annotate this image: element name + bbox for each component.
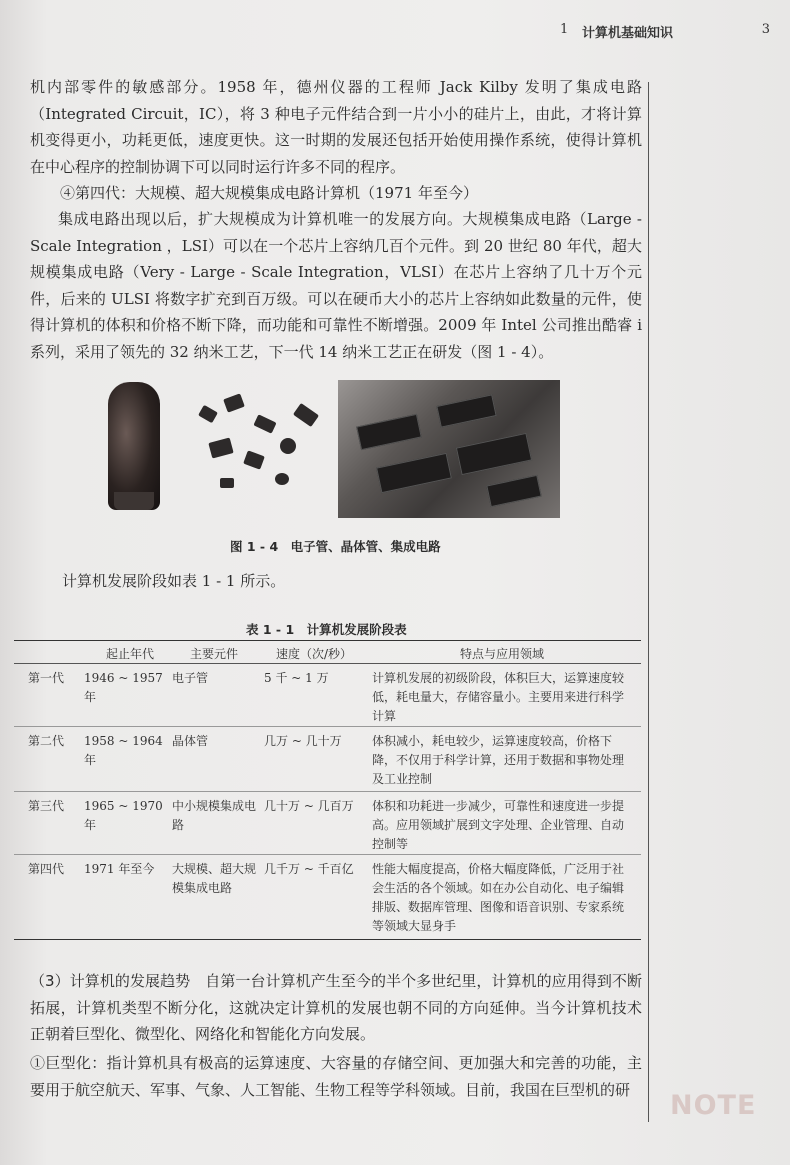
- cell-speed: 几十万 ~ 几百万: [264, 799, 354, 813]
- transistor-image: [198, 405, 218, 423]
- transistor-image: [208, 437, 233, 458]
- table-row: [14, 727, 641, 792]
- running-header: [560, 22, 770, 42]
- figure-1-4-photos: [100, 378, 565, 523]
- cell-generation: 第二代: [28, 734, 65, 748]
- header-years: 起止年代: [106, 647, 155, 661]
- transistor-image: [243, 450, 265, 469]
- cell-component: 大规模、超大规模集成电路: [172, 862, 257, 895]
- header-features: 特点与应用领域: [460, 647, 545, 661]
- paragraph-supercomputing: ①巨型化：指计算机具有极高的运算速度、大容量的存储空间、更加强大和完善的功能，主要用于航空航天、军事、气象、人工智能、生物工程等学科领域。目前，我国在巨型机的研: [30, 1054, 642, 1099]
- cell-component: 电子管: [172, 671, 209, 685]
- margin-rule: [648, 82, 649, 1122]
- transistor-image: [220, 478, 234, 488]
- cell-component: 中小规模集成电路: [172, 799, 257, 832]
- table-caption: 表 1 - 1 计算机发展阶段表: [246, 622, 407, 637]
- chapter-number: 1: [560, 22, 569, 37]
- cell-generation: 第三代: [28, 799, 65, 813]
- cell-years: 1958 ~ 1964 年: [84, 734, 163, 767]
- cell-features: 体积和功耗进一步减少，可靠性和速度进一步提高。应用领域扩展到文字处理、企业管理、自动控制等: [372, 799, 625, 851]
- trends-heading: （3）计算机的发展趋势: [30, 972, 191, 990]
- cell-speed: 5 千 ~ 1 万: [264, 671, 329, 685]
- cell-years: 1965 ~ 1970 年: [84, 799, 163, 832]
- cell-years: 1946 ~ 1957 年: [84, 671, 163, 704]
- integrated-circuit-image: [338, 380, 560, 518]
- header-component: 主要元件: [190, 647, 239, 661]
- transistor-image: [253, 414, 276, 433]
- cell-features: 性能大幅度提高，价格大幅度降低，广泛用于社会生活的各个领域。如在办公自动化、电子编辑排版、数据库管理、图像和语音识别、专家系统等领域大显身手: [372, 862, 625, 933]
- header-speed: 速度（次/秒）: [276, 647, 353, 661]
- transistor-image: [223, 393, 245, 412]
- cell-component: 晶体管: [172, 734, 209, 748]
- generations-table: [14, 640, 641, 940]
- section-heading-fourth-gen: ④第四代：大规模、超大规模集成电路计算机（1971 年至今）: [60, 184, 478, 202]
- transistor-image: [280, 438, 296, 454]
- trends-body: 自第一台计算机产生至今的半个多世纪里，计算机的应用得到不断拓展，计算机类型不断分化，这就决定计算机的发展也朝不同的方向延伸。当今计算机技术正朝着巨型化、微型化、网络化和智能化方向发展。: [30, 972, 642, 1043]
- note-margin-mark: NOTE: [670, 1090, 757, 1121]
- paragraph-third-gen-end: 机内部零件的敏感部分。1958 年，德州仪器的工程师 Jack Kilby 发明了集成电路（Integrated Circuit，IC），将 3 种电子元件结合到一片小小的硅片上，由此，才将计算机变得更小，功耗更低，速度更快。这一时期的发展还包括开始使用操作系统，使得计算机在中心程序的控制协调下可以同时运行许多不同的程序。: [30, 78, 642, 176]
- table-header-row: [14, 641, 641, 664]
- figure-caption: 图 1 - 4 电子管、晶体管、集成电路: [230, 539, 441, 554]
- table-row: [14, 664, 641, 727]
- cell-speed: 几千万 ~ 千百亿: [264, 862, 354, 876]
- cell-generation: 第一代: [28, 671, 65, 685]
- cell-speed: 几万 ~ 几十万: [264, 734, 342, 748]
- table-row: [14, 792, 641, 855]
- cell-features: 计算机发展的初级阶段，体积巨大，运算速度较低，耗电量大，存储容量小。主要用来进行科学计算: [372, 671, 625, 723]
- cell-years: 1971 年至今: [84, 862, 155, 876]
- page-number: 3: [761, 22, 770, 37]
- table-reference: 计算机发展阶段如表 1 - 1 所示。: [62, 572, 286, 590]
- paragraph-trends: [30, 968, 642, 1048]
- transistor-image: [275, 473, 289, 485]
- chapter-title: 计算机基础知识: [582, 26, 674, 41]
- transistor-image: [293, 403, 319, 427]
- table-row: [14, 855, 641, 939]
- cell-features: 体积减小，耗电较少，运算速度较高，价格下降，不仅用于科学计算，还用于数据和事物处理及工业控制: [372, 734, 625, 786]
- cell-generation: 第四代: [28, 862, 65, 876]
- paragraph-fourth-gen: 集成电路出现以后，扩大规模成为计算机唯一的发展方向。大规模集成电路（Large - Scale Integration ，LSI）可以在一个芯片上容纳几百个元件。到 20 世纪 80 年代，超大规模集成电路（Very - Large - Scale Integration，VLSI）在芯片上容纳了几十万个元件，后来的 ULSI 将数字扩充到百万级。可以在硬币大小的芯片上容纳如此数量的元件，使得计算机的体积和价格不断下降，而功能和可靠性不断增强。2009 年 Intel 公司推出酷睿 i 系列，采用了领先的 32 纳米工艺，下一代 14 纳米工艺正在研发（图 1 - 4）。: [30, 210, 642, 361]
- vacuum-tube-image: [108, 382, 160, 510]
